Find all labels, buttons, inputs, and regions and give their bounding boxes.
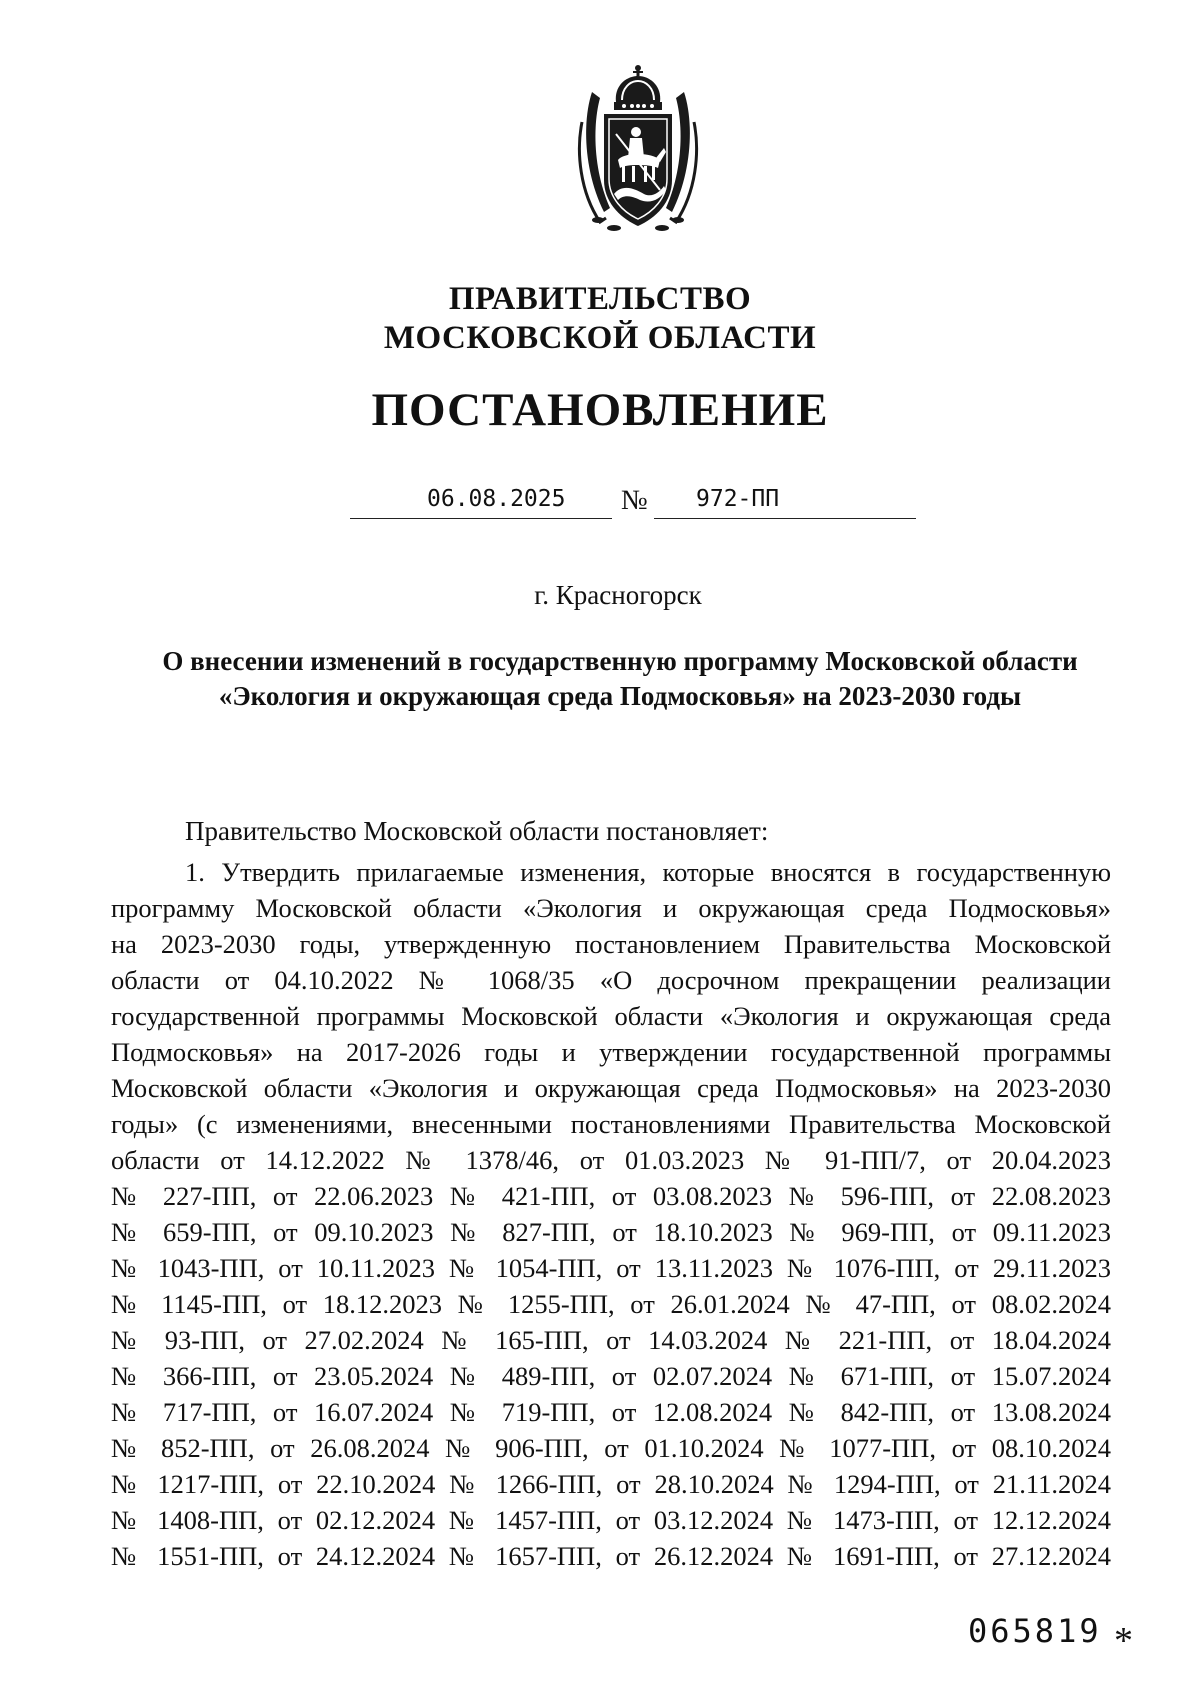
body-line: на 2023-2030 годы, утвержденную постановлением Правительства Московской [111, 929, 1111, 959]
org-name-line1: ПРАВИТЕЛЬСТВО [448, 281, 752, 317]
serial-mark: * [1114, 1620, 1133, 1662]
body-line: № 366-ПП, от 23.05.2024 № 489-ПП, от 02.07.2024 № 671-ПП, от 15.07.2024 [111, 1361, 1111, 1391]
coat-of-arms-icon [574, 62, 702, 232]
body-line: № 1043-ПП, от 10.11.2023 № 1054-ПП, от 13.11.2023 № 1076-ПП, от 29.11.2023 [111, 1253, 1111, 1283]
body-line: № 1408-ПП, от 02.12.2024 № 1457-ПП, от 03.12.2024 № 1473-ПП, от 12.12.2024 [111, 1505, 1111, 1535]
body-line: № 93-ПП, от 27.02.2024 № 165-ПП, от 14.03.2024 № 221-ПП, от 18.04.2024 [111, 1325, 1111, 1355]
document-type-title: ПОСТАНОВЛЕНИЕ [371, 384, 829, 436]
org-name-line2: МОСКОВСКОЙ ОБЛАСТИ [383, 320, 817, 356]
number-underline [654, 484, 916, 519]
body-line: государственной программы Московской области «Экология и окружающая среда [111, 1001, 1111, 1031]
form-serial-number: 065819 [968, 1612, 1102, 1650]
body-line: № 1551-ПП, от 24.12.2024 № 1657-ПП, от 26.12.2024 № 1691-ПП, от 27.12.2024 [111, 1541, 1111, 1571]
body-line: области от 04.10.2022 № 1068/35 «О досрочном прекращении реализации [111, 965, 1111, 995]
body-line: № 852-ПП, от 26.08.2024 № 906-ПП, от 01.10.2024 № 1077-ПП, от 08.10.2024 [111, 1433, 1111, 1463]
body-line: № 1145-ПП, от 18.12.2023 № 1255-ПП, от 26.01.2024 № 47-ПП, от 08.02.2024 [111, 1289, 1111, 1319]
body-paragraph [111, 854, 1111, 1574]
preamble: Правительство Московской области постановляет: [185, 816, 769, 846]
subject-line1: О внесении изменений в государственную программу Московской области [162, 646, 1078, 676]
body-line: области от 14.12.2022 № 1378/46, от 01.03.2023 № 91-ПП/7, от 20.04.2023 [111, 1145, 1111, 1175]
body-line: программу Московской области «Экология и окружающая среда Подмосковья» [111, 893, 1111, 923]
city-name: г. Красногорск [534, 580, 702, 610]
document-number: 972-ПП [696, 486, 780, 512]
body-line: № 1217-ПП, от 22.10.2024 № 1266-ПП, от 28.10.2024 № 1294-ПП, от 21.11.2024 [111, 1469, 1111, 1499]
body-line: № 717-ПП, от 16.07.2024 № 719-ПП, от 12.08.2024 № 842-ПП, от 13.08.2024 [111, 1397, 1111, 1427]
body-line: 1. Утвердить прилагаемые изменения, которые вносятся в государственную [185, 857, 1111, 887]
body-line: Подмосковья» на 2017-2026 годы и утверждении государственной программы [111, 1037, 1111, 1067]
body-line: № 659-ПП, от 09.10.2023 № 827-ПП, от 18.10.2023 № 969-ПП, от 09.11.2023 [111, 1217, 1111, 1247]
subject-line2: «Экология и окружающая среда Подмосковья» на 2023-2030 годы [218, 681, 1022, 711]
body-line: Московской области «Экология и окружающая среда Подмосковья» на 2023-2030 [111, 1073, 1111, 1103]
body-line: № 227-ПП, от 22.06.2023 № 421-ПП, от 03.08.2023 № 596-ПП, от 22.08.2023 [111, 1181, 1111, 1211]
number-sign: № [621, 485, 648, 516]
document-date: 06.08.2025 [427, 486, 566, 512]
body-line: годы» (с изменениями, внесенными постановлениями Правительства Московской [111, 1109, 1111, 1139]
